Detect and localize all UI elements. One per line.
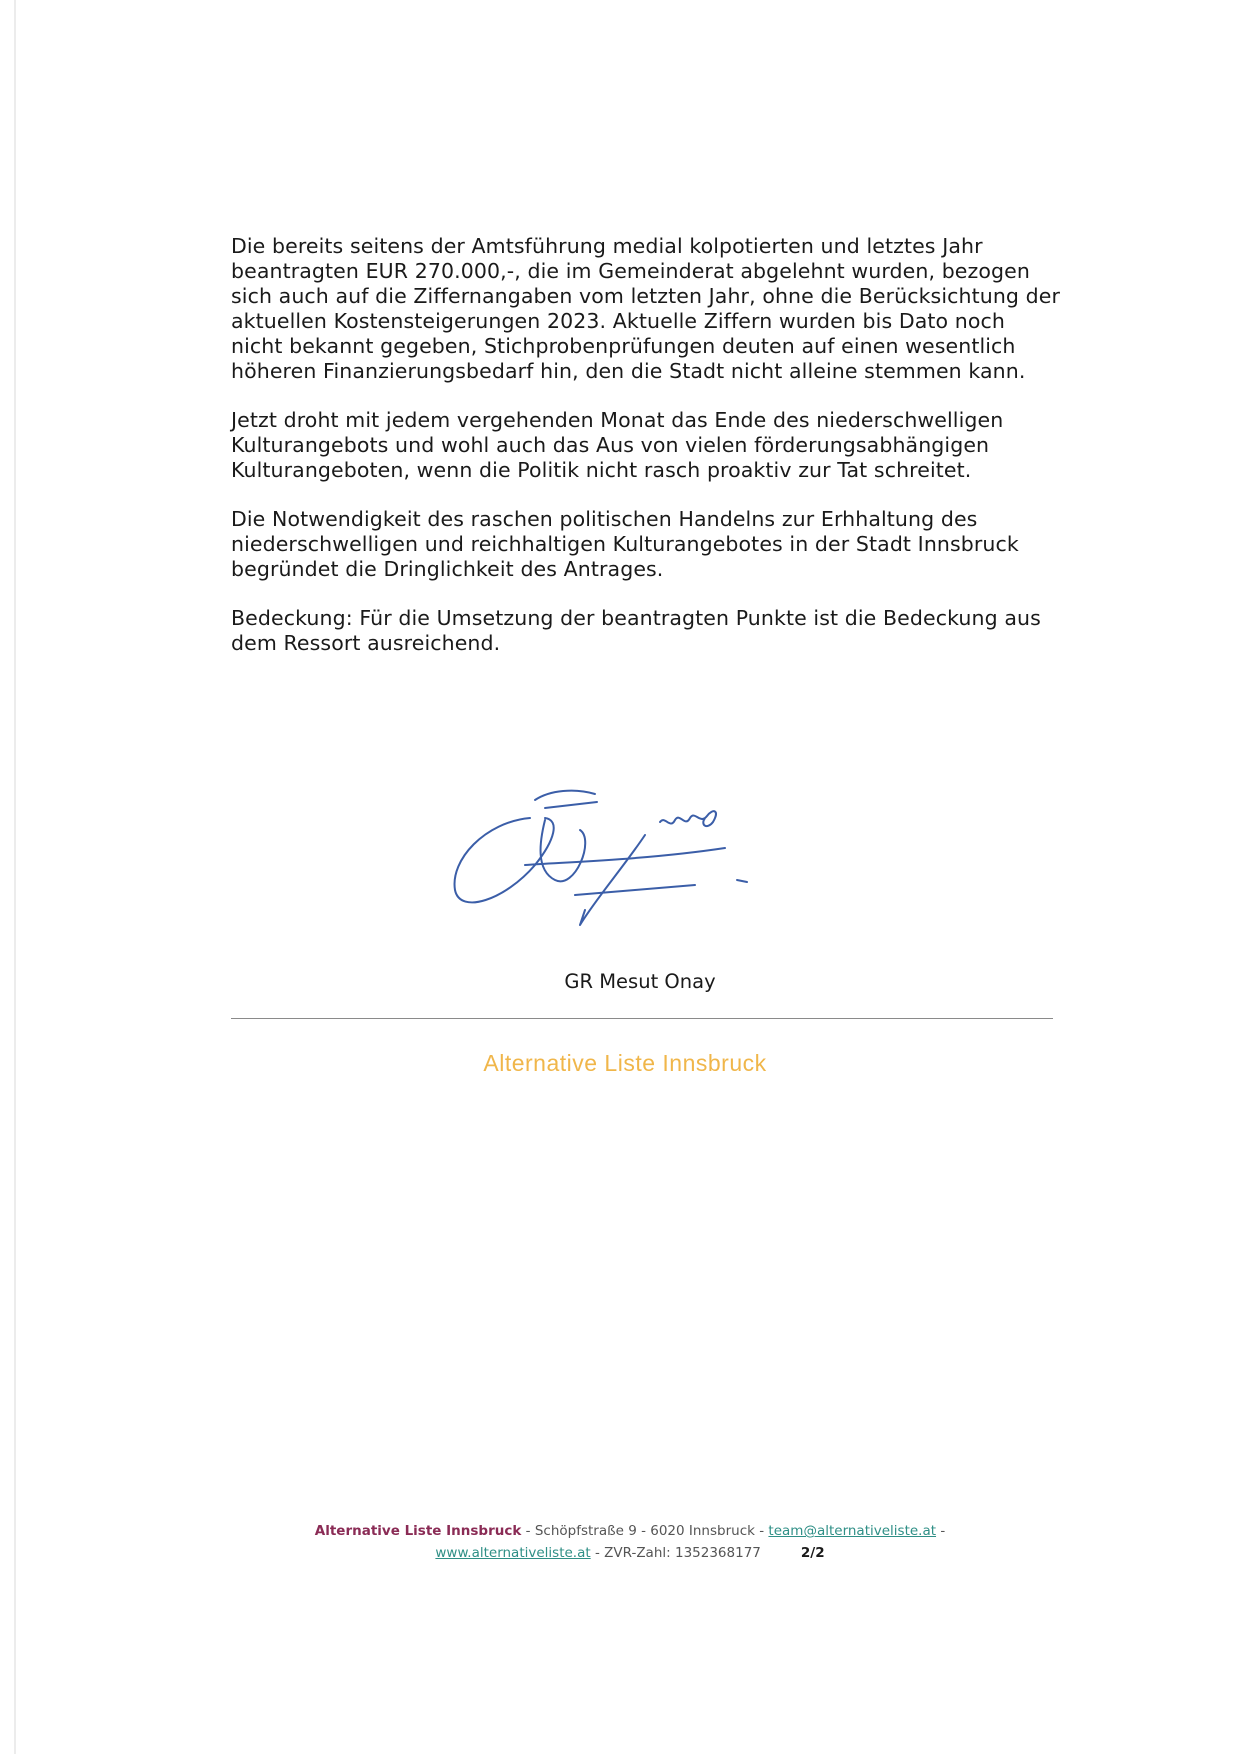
footer-separator: - xyxy=(521,1523,535,1539)
org-wordmark-text: Alternative Liste Innsbruck xyxy=(483,1050,767,1076)
page-footer xyxy=(260,1520,1000,1564)
footer-zvr: - ZVR-Zahl: 1352368177 xyxy=(590,1545,761,1561)
letter-body xyxy=(231,234,1061,680)
footer-org: Alternative Liste Innsbruck xyxy=(314,1523,522,1539)
signer-name: GR Mesut Onay xyxy=(564,970,716,993)
footer-separator: - xyxy=(754,1523,769,1539)
page-edge xyxy=(14,0,16,1754)
footer-website-link[interactable]: www.alternativeliste.at xyxy=(435,1545,591,1561)
page-number: 2/2 xyxy=(800,1545,825,1561)
divider-line xyxy=(231,1018,1053,1019)
footer-line-2 xyxy=(260,1542,1000,1564)
footer-line-1 xyxy=(260,1520,1000,1542)
org-wordmark xyxy=(400,1043,850,1089)
paragraph-threat: Jetzt droht mit jedem vergehenden Monat das Ende des niederschwelligen Kulturangebots und wohl auch das Aus von vielen förderungsabhängigen Kulturangeboten, wenn die Politik nicht rasch proaktiv zur Tat schreitet. xyxy=(231,408,1004,482)
footer-email-link[interactable]: team@alternativeliste.at xyxy=(768,1523,937,1539)
paragraph-funding: Die bereits seitens der Amtsführung medial kolpotierten und letztes Jahr beantragten EUR 270.000,-, die im Gemeinderat abgelehnt wurden, bezogen sich auch auf die Ziffernangaben vom letzten Jahr, ohne die Berücksichtung der aktuellen Kostensteigerungen 2023. Aktuelle Ziffern wurden bis Dato noch nicht bekannt gegeben, Stichprobenprüfungen deuten auf einen wesentlich höheren Finanzierungsbedarf hin, den die Stadt nicht alleine stemmen kann. xyxy=(231,234,1060,383)
handwritten-signature-icon xyxy=(445,780,785,940)
paragraph-coverage: Bedeckung: Für die Umsetzung der beantragten Punkte ist die Bedeckung aus dem Ressort ausreichend. xyxy=(231,606,1041,655)
footer-separator: - xyxy=(936,1523,946,1539)
paragraph-urgency: Die Notwendigkeit des raschen politischen Handelns zur Erhhaltung des niederschwelligen und reichhaltigen Kulturangebotes in der Stadt Innsbruck begründet die Dringlichkeit des Antrages. xyxy=(231,507,1019,581)
footer-address: Schöpfstraße 9 - 6020 Innsbruck xyxy=(534,1523,755,1539)
